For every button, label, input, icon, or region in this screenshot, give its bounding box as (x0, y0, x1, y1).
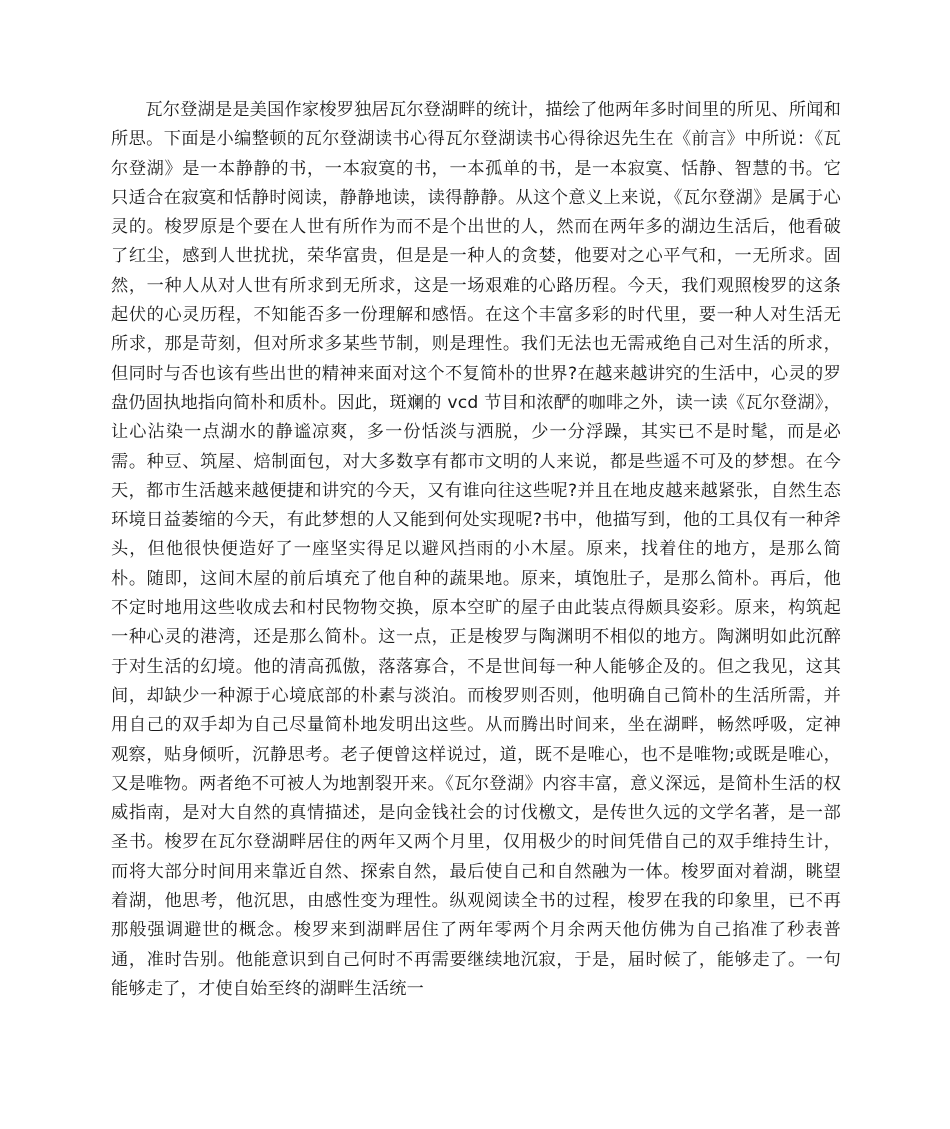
body-paragraph: 瓦尔登湖是是美国作家梭罗独居瓦尔登湖畔的统计，描绘了他两年多时间里的所见、所闻和所思。下面是小编整顿的瓦尔登湖读书心得瓦尔登湖读书心得徐迟先生在《前言》中所说：《瓦尔登湖》是一本静静的书，一本寂寞的书，一本孤单的书，是一本寂寞、恬静、智慧的书。它只适合在寂寞和恬静时阅读，静静地读，读得静静。从这个意义上来说，《瓦尔登湖》是属于心灵的。梭罗原是个要在人世有所作为而不是个出世的人，然而在两年多的湖边生活后，他看破了红尘，感到人世扰扰，荣华富贵，但是是一种人的贪婪，他要对之心平气和，一无所求。固然，一种人从对人世有所求到无所求，这是一场艰难的心路历程。今天，我们观照梭罗的这条起伏的心灵历程，不知能否多一份理解和感悟。在这个丰富多彩的时代里，要一种人对生活无所求，那是苛刻，但对所求多某些节制，则是理性。我们无法也无需戒绝自己对生活的所求，但同时与否也该有些出世的精神来面对这个不复简朴的世界?在越来越讲究的生活中，心灵的罗盘仍固执地指向简朴和质朴。因此，斑斓的 vcd 节目和浓酽的咖啡之外，读一读《瓦尔登湖》，让心沾染一点湖水的静谧凉爽，多一份恬淡与洒脱，少一分浮躁，其实已不是时髦，而是必需。种豆、筑屋、焙制面包，对大多数享有都市文明的人来说，都是些遥不可及的梦想。在今天，都市生活越来越便捷和讲究的今天，又有谁向往这些呢?并且在地皮越来越紧张，自然生态环境日益萎缩的今天，有此梦想的人又能到何处实现呢?书中，他描写到，他的工具仅有一种斧头，但他很快便造好了一座坚实得足以避风挡雨的小木屋。原来，找着住的地方，是那么简朴。随即，这间木屋的前后填充了他自种的蔬果地。原来，填饱肚子，是那么简朴。再后，他不定时地用这些收成去和村民物物交换，原本空旷的屋子由此装点得颇具姿彩。原来，构筑起一种心灵的港湾，还是那么简朴。这一点，正是梭罗与陶渊明不相似的地方。陶渊明如此沉醉于对生活的幻境。他的清高孤傲，落落寡合，不是世间每一种人能够企及的。但之我见，这其间，却缺少一种源于心境底部的朴素与淡泊。而梭罗则否则，他明确自己简朴的生活所需，并用自己的双手却为自己尽量简朴地发明出这些。从而腾出时间来，坐在湖畔，畅然呼吸，定神观察，贴身倾听，沉静思考。老子便曾这样说过，道，既不是唯心，也不是唯物;或既是唯心，又是唯物。两者绝不可被人为地割裂开来。《瓦尔登湖》内容丰富，意义深远，是简朴生活的权威指南，是对大自然的真情描述，是向金钱社会的讨伐檄文，是传世久远的文学名著，是一部圣书。梭罗在瓦尔登湖畔居住的两年又两个月里，仅用极少的时间凭借自己的双手维持生计，而将大部分时间用来靠近自然、探索自然，最后使自己和自然融为一体。梭罗面对着湖，眺望着湖，他思考，他沉思，由感性变为理性。纵观阅读全书的过程，梭罗在我的印象里，已不再那般强调避世的概念。梭罗来到湖畔居住了两年零两个月余两天他仿佛为自己掐准了秒表普通，准时告别。他能意识到自己何时不再需要继续地沉寂，于是，届时候了，能够走了。一句能够走了，才使自始至终的湖畔生活统一 (111, 100, 841, 999)
